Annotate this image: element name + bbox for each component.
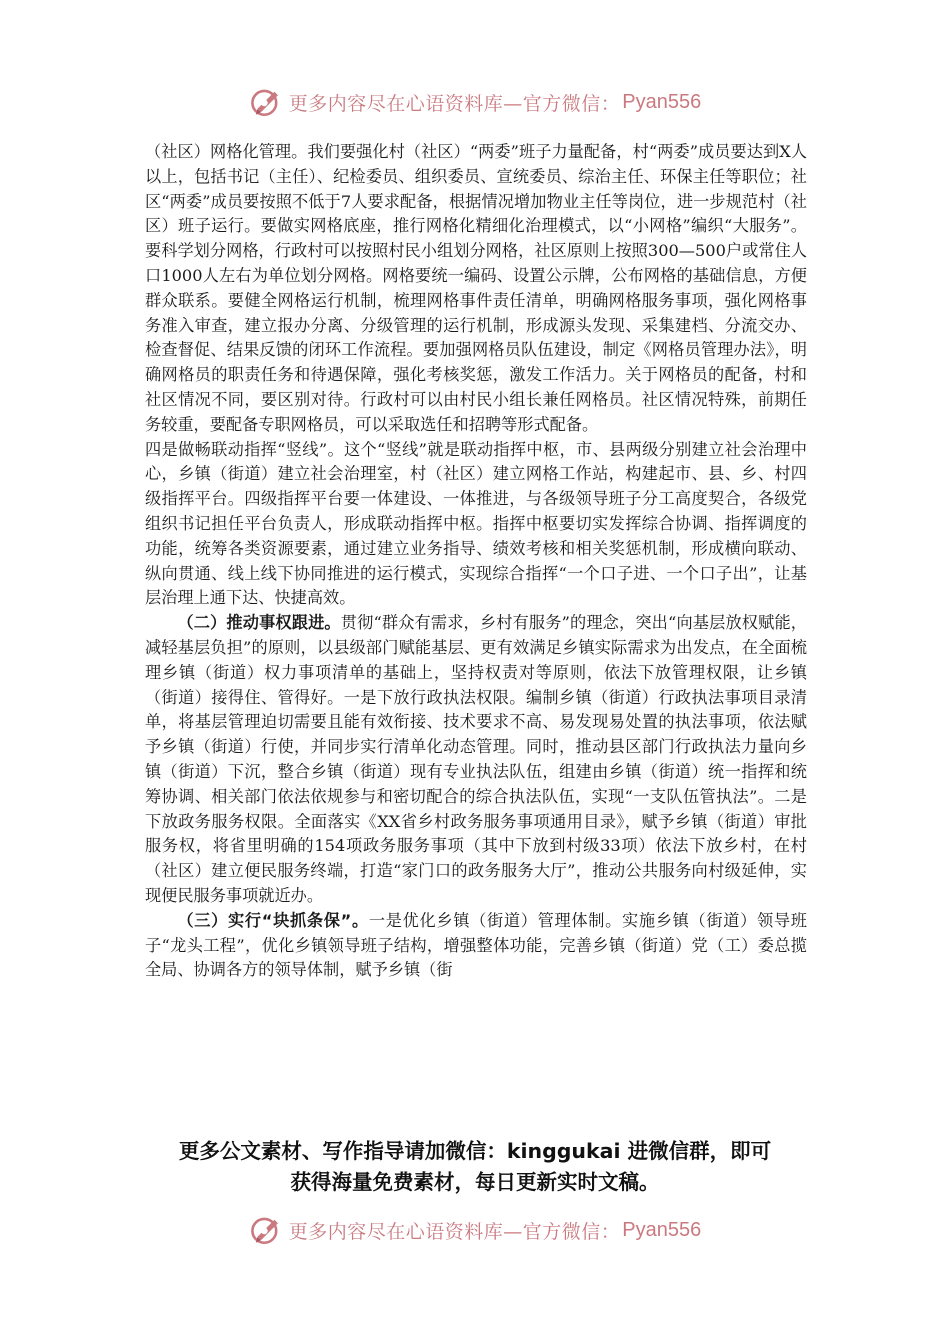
header-watermark bbox=[0, 82, 950, 122]
watermark-text: 更多内容尽在心语资料库—官方微信： bbox=[288, 1220, 621, 1243]
watermark-wechat-id: Pyan556 bbox=[622, 1218, 702, 1241]
document-body bbox=[145, 140, 807, 983]
section-heading-3: （三）实行“块抓条保”。 bbox=[177, 910, 369, 930]
promo-banner bbox=[120, 1136, 830, 1198]
paragraph-block-guarantee-text: 一是优化乡镇（街道）管理体制。实施乡镇（街道）领导班子“龙头工程”，优化乡镇领导班子结构，增强整体功能，完善乡镇（街道）党（工）委总揽全局、协调各方的领导体制，赋予乡镇（街 bbox=[145, 910, 807, 980]
paragraph-command-line: 四是做畅联动指挥“竖线”。这个“竖线”就是联动指挥中枢，市、县两级分别建立社会治理中心，乡镇（街道）建立社会治理室，村（社区）建立网格工作站，构建起市、县、乡、村四级指挥平台。四级指挥平台要一体建设、一体推进，与各级领导班子分工高度契合，各级党组织书记担任平台负责人，形成联动指挥中枢。指挥中枢要切实发挥综合协调、指挥调度的功能，统筹各类资源要素，通过建立业务指导、绩效考核和相关奖惩机制，形成横向联动、纵向贯通、线上线下协同推进的运行模式，实现综合指挥“一个口子进、一个口子出”，让基层治理上通下达、快捷高效。 bbox=[145, 439, 807, 608]
pen-logo-icon bbox=[249, 1213, 283, 1247]
paragraph-block-guarantee bbox=[145, 909, 807, 983]
pen-logo-icon bbox=[249, 85, 283, 119]
watermark-text: 更多内容尽在心语资料库—官方微信： bbox=[288, 92, 621, 115]
watermark-wechat-id: Pyan556 bbox=[622, 90, 702, 113]
footer-watermark bbox=[0, 1210, 950, 1250]
paragraph-power-delegation bbox=[145, 611, 807, 909]
promo-line-2: 获得海量免费素材，每日更新实时文稿。 bbox=[290, 1170, 660, 1194]
paragraph-grid-management: （社区）网格化管理。我们要强化村（社区）“两委”班子力量配备，村“两委”成员要达到X人以上，包括书记（主任）、纪检委员、组织委员、宣统委员、综治主任、环保主任等职位；社区“两委”成员要按照不低于7人要求配备，根据情况增加物业主任等岗位，进一步规范村（社区）班子运行。要做实网格底座，推行网格化精细化治理模式，以“小网格”编织“大服务”。要科学划分网格，行政村可以按照村民小组划分网格，社区原则上按照300—500户或常住人口1000人左右为单位划分网格。网格要统一编码、设置公示牌，公布网格的基础信息，方便群众联系。要健全网格运行机制，梳理网格事件责任清单，明确网格服务事项，强化网格事务准入审查，建立报办分离、分级管理的运行机制，形成源头发现、采集建档、分流交办、检查督促、结果反馈的闭环工作流程。要加强网格员队伍建设，制定《网格员管理办法》，明确网格员的职责任务和待遇保障，强化考核奖惩，激发工作活力。关于网格员的配备，村和社区情况不同，要区别对待。行政村可以由村民小组长兼任网格员。社区情况特殊，前期任务较重，要配备专职网格员，可以采取选任和招聘等形式配备。 bbox=[145, 142, 807, 434]
section-heading-2: （二）推动事权跟进。 bbox=[177, 613, 341, 633]
promo-line-1: 更多公文素材、写作指导请加微信：kinggukai 进微信群，即可 bbox=[178, 1139, 772, 1163]
paragraph-power-delegation-text: 贯彻“群众有需求，乡村有服务”的理念，突出“向基层放权赋能，减轻基层负担”的原则，以县级部门赋能基层、更有效满足乡镇实际需求为出发点，在全面梳理乡镇（街道）权力事项清单的基础上，坚持权责对等原则，依法下放管理权限，让乡镇（街道）接得住、管得好。一是下放行政执法权限。编制乡镇（街道）行政执法事项目录清单，将基层管理迫切需要且能有效衔接、技术要求不高、易发现易处置的执法事项，依法赋予乡镇（街道）行使，并同步实行清单化动态管理。同时，推动县区部门行政执法力量向乡镇（街道）下沉，整合乡镇（街道）现有专业执法队伍，组建由乡镇（街道）统一指挥和统筹协调、相关部门依法依规参与和密切配合的综合执法队伍，实现“一支队伍管执法”。二是下放政务服务权限。全面落实《XX省乡村政务服务事项通用目录》，赋予乡镇（街道）审批服务权，将省里明确的154项政务服务事项（其中下放到村级33项）依法下放乡村，在村（社区）建立便民服务终端，打造“家门口的政务服务大厅”，推动公共服务向村级延伸，实现便民服务事项就近办。 bbox=[145, 613, 807, 905]
